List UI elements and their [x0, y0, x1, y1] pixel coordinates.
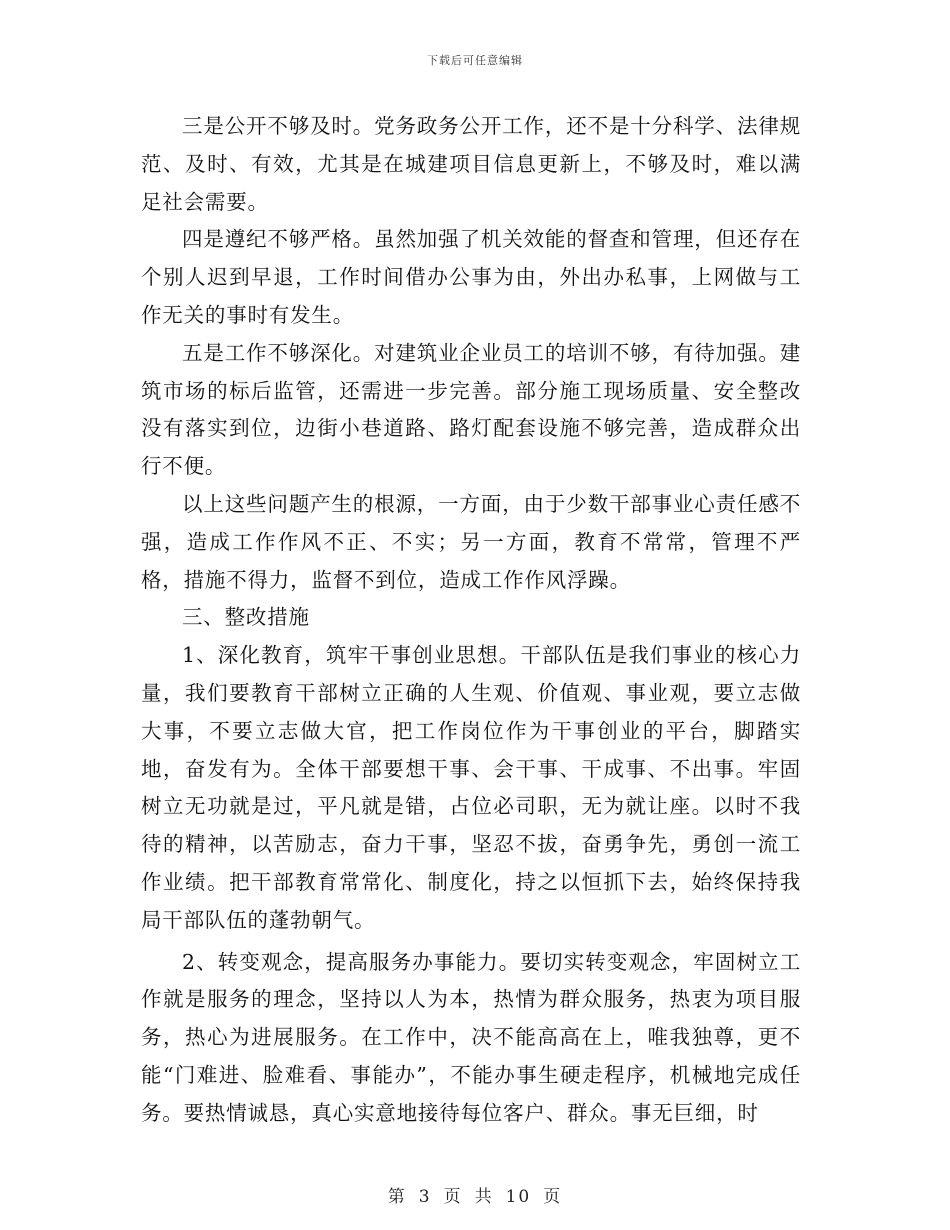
paragraph-3: 五是工作不够深化。对建筑业企业员工的培训不够，有待加强。建筑市场的标后监管，还需进一步完善。部分施工现场质量、安全整改没有落实到位，边街小巷道路、路灯配套设施不够完善，造成群众出行不便。	[141, 340, 801, 479]
document-body	[141, 108, 801, 1133]
footer-total-word: 页	[543, 1187, 563, 1207]
page-footer	[0, 1182, 950, 1207]
footer-total-number: 10	[505, 1187, 532, 1207]
footer-total-label: 共	[474, 1187, 494, 1207]
footer-page-label: 第	[387, 1187, 407, 1207]
paragraph-6: 2、转变观念，提高服务办事能力。要切实转变观念，牢固树立工作就是服务的理念，坚持以人为本，热情为群众服务，热衷为项目服务，热心为进展服务。在工作中，决不能高高在上，唯我独尊，更不能“门难进、脸难看、事能办”，不能办事生硬走程序，机械地完成任务。要热情诚恳，真心实意地接待每位客户、群众。事无巨细，时	[141, 949, 801, 1125]
paragraph-5: 1、深化教育，筑牢干事创业思想。干部队伍是我们事业的核心力量，我们要教育干部树立正确的人生观、价值观、事业观，要立志做大事，不要立志做大官，把工作岗位作为干事创业的平台，脚踏实地，奋发有为。全体干部要想干事、会干事、干成事、不出事。牢固树立无功就是过，平凡就是错，占位必司职，无为就让座。以时不我待的精神，以苦励志，奋力干事，坚忍不拔，奋勇争先，勇创一流工作业绩。把干部教育常常化、制度化，持之以恒抓下去，始终保持我局干部队伍的蓬勃朝气。	[141, 643, 801, 932]
page-header: 下载后可任意编辑	[427, 54, 523, 67]
footer-page-number: 3	[418, 1187, 432, 1207]
paragraph-1: 三是公开不够及时。党务政务公开工作，还不是十分科学、法律规范、及时、有效，尤其是在城建项目信息更新上，不够及时，难以满足社会需要。	[141, 114, 801, 214]
paragraph-4: 以上这些问题产生的根源，一方面，由于少数干部事业心责任感不强，造成工作作风不正、不实；另一方面，教育不常常，管理不严格，措施不得力，监督不到位，造成工作作风浮躁。	[141, 491, 801, 592]
footer-page-word: 页	[443, 1187, 463, 1207]
paragraph-2: 四是遵纪不够严格。虽然加强了机关效能的督查和管理，但还存在个别人迟到早退，工作时间借办公事为由，外出办私事，上网做与工作无关的事时有发生。	[141, 227, 801, 327]
section-heading: 三、整改措施	[182, 605, 310, 630]
